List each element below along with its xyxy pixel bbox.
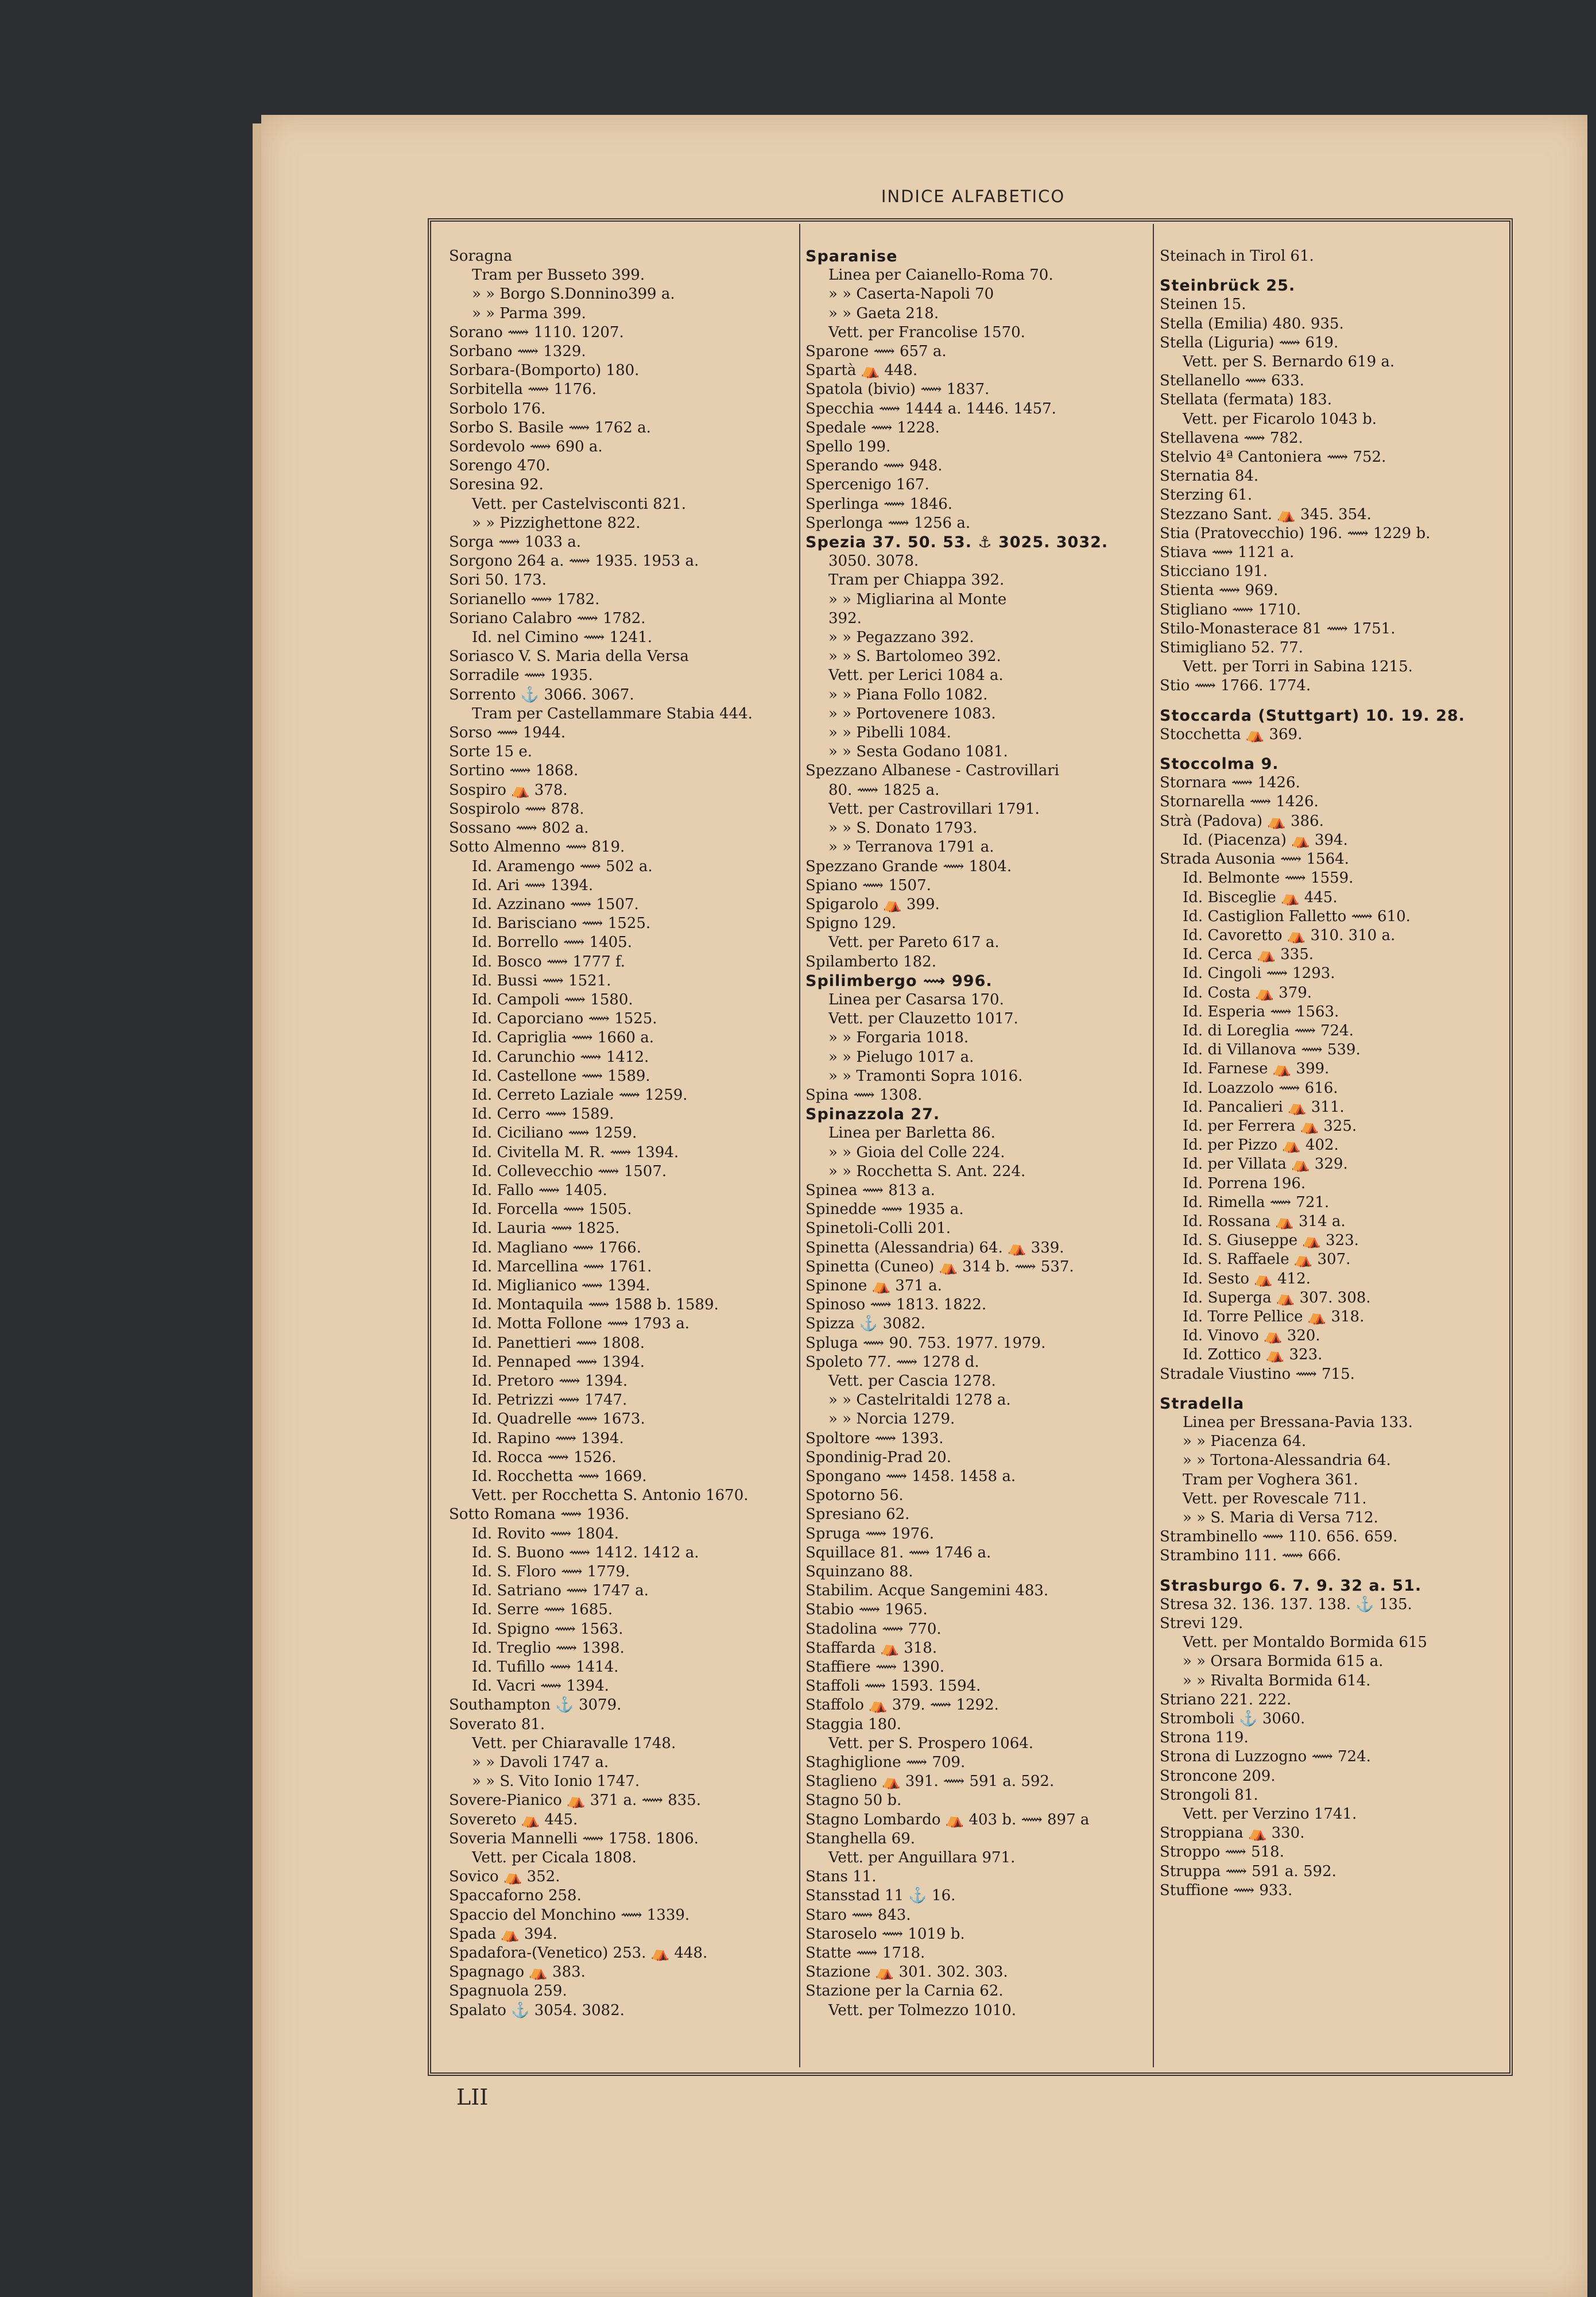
- index-entry: » » Tortona-Alessandria 64.: [1183, 1452, 1391, 1470]
- index-entry: » » Borgo S.Donnino399 a.: [472, 285, 675, 303]
- index-entry: Id. Ari ⟿ 1394.: [472, 876, 594, 894]
- index-entry: Sospiro ⛺ 378.: [449, 781, 568, 799]
- index-entry: Staghiglione ⟿ 709.: [805, 1754, 966, 1772]
- index-entry: Stoccolma 9.: [1160, 755, 1279, 774]
- page-title: INDICE ALFABETICO: [881, 187, 1066, 206]
- index-entry: Tram per Busseto 399.: [472, 266, 645, 284]
- index-entry: Linea per Barletta 86.: [828, 1124, 995, 1142]
- index-entry: » » Norcia 1279.: [828, 1410, 955, 1428]
- index-entry: Stagno Lombardo ⛺ 403 b. ⟿ 897 a: [805, 1811, 1090, 1828]
- index-entry: Spinetta (Cuneo) ⛺ 314 b. ⟿ 537.: [805, 1258, 1074, 1275]
- index-entry: Spinetoli-Colli 201.: [805, 1220, 951, 1238]
- index-entry: Struppa ⟿ 591 a. 592.: [1160, 1862, 1337, 1880]
- index-entry: Sovereto ⛺ 445.: [449, 1811, 578, 1828]
- index-entry: Id. Spigno ⟿ 1563.: [472, 1620, 623, 1638]
- index-entry: Stellavena ⟿ 782.: [1160, 429, 1303, 447]
- index-entry: Vett. per Cascia 1278.: [828, 1372, 996, 1390]
- index-entry: Spinone ⛺ 371 a.: [805, 1277, 942, 1294]
- index-entry: Id. Carunchio ⟿ 1412.: [472, 1048, 649, 1066]
- index-entry: Id. Rovito ⟿ 1804.: [472, 1525, 619, 1542]
- index-entry: » » S. Vito Ionio 1747.: [472, 1773, 640, 1791]
- index-entry: Id. Cerreto Laziale ⟿ 1259.: [472, 1086, 688, 1104]
- index-entry: Stilo-Monasterace 81 ⟿ 1751.: [1160, 620, 1396, 637]
- index-entry: Spaccaforno 258.: [449, 1887, 582, 1905]
- index-entry: Strambino 111. ⟿ 666.: [1160, 1547, 1342, 1565]
- index-entry: Spinetta (Alessandria) 64. ⛺ 339.: [805, 1239, 1064, 1256]
- index-entry: Southampton ⚓ 3079.: [449, 1696, 622, 1714]
- index-entry: Vett. per Tolmezzo 1010.: [828, 2001, 1017, 2019]
- index-entry: » » Piacenza 64.: [1183, 1433, 1307, 1451]
- index-entry: Linea per Casarsa 170.: [828, 991, 1004, 1008]
- index-entry: Sperlinga ⟿ 1846.: [805, 495, 953, 513]
- index-entry: Id. Petrizzi ⟿ 1747.: [472, 1391, 627, 1409]
- index-entry: Vett. per Cicala 1808.: [472, 1849, 637, 1867]
- index-entry: » » Gioia del Colle 224.: [828, 1143, 1005, 1161]
- index-entry: Id. Bisceglie ⛺ 445.: [1183, 888, 1338, 906]
- index-entry: Spiano ⟿ 1507.: [805, 876, 931, 894]
- index-entry: Staffiere ⟿ 1390.: [805, 1658, 944, 1676]
- page-number: LII: [456, 2085, 489, 2110]
- index-entry: Sorradile ⟿ 1935.: [449, 667, 593, 685]
- index-entry: Strongoli 81.: [1160, 1786, 1258, 1804]
- index-entry: Id. Bussi ⟿ 1521.: [472, 972, 611, 989]
- index-entry: Sordevolo ⟿ 690 a.: [449, 438, 603, 456]
- index-entry: Spondinig-Prad 20.: [805, 1448, 951, 1466]
- index-entry: Stazione per la Carnia 62.: [805, 1982, 1004, 2000]
- index-entry: » » Pibelli 1084.: [828, 724, 951, 742]
- index-entry: Stienta ⟿ 969.: [1160, 582, 1279, 600]
- index-entry: » » Pizzighettone 822.: [472, 514, 641, 532]
- index-entry: Id. Quadrelle ⟿ 1673.: [472, 1410, 645, 1428]
- index-entry: Spaccio del Monchino ⟿ 1339.: [449, 1906, 690, 1924]
- index-entry: Steinbrück 25.: [1160, 277, 1296, 295]
- index-entry: Id. di Villanova ⟿ 539.: [1183, 1041, 1361, 1059]
- index-entry: Tram per Chiappa 392.: [828, 571, 1005, 589]
- index-entry: Id. Miglianico ⟿ 1394.: [472, 1277, 650, 1294]
- index-entry: Id. per Pizzo ⛺ 402.: [1183, 1136, 1339, 1154]
- index-entry: Linea per Bressana-Pavia 133.: [1183, 1413, 1413, 1431]
- index-entry: Staglieno ⛺ 391. ⟿ 591 a. 592.: [805, 1773, 1055, 1791]
- index-entry: Spotorno 56.: [805, 1487, 904, 1505]
- index-entry: Stellanello ⟿ 633.: [1160, 372, 1304, 390]
- index-entry: Id. Rossana ⛺ 314 a.: [1183, 1212, 1346, 1230]
- index-entry: Vett. per Torri in Sabina 1215.: [1183, 658, 1413, 676]
- index-entry: Sorga ⟿ 1033 a.: [449, 533, 582, 551]
- index-entry: Id. Serre ⟿ 1685.: [472, 1601, 613, 1619]
- index-entry: Strona 119.: [1160, 1729, 1249, 1747]
- index-entry: Spadafora-(Venetico) 253. ⛺ 448.: [449, 1944, 708, 1962]
- index-entry: Sovico ⛺ 352.: [449, 1868, 560, 1886]
- index-entry: » » Rocchetta S. Ant. 224.: [828, 1162, 1026, 1180]
- index-entry: Sortino ⟿ 1868.: [449, 762, 579, 780]
- index-entry: Id. (Piacenza) ⛺ 394.: [1183, 831, 1348, 849]
- index-entry: Sori 50. 173.: [449, 571, 547, 589]
- index-entry: Sossano ⟿ 802 a.: [449, 819, 589, 837]
- index-entry: Soriasco V. S. Maria della Versa: [449, 648, 689, 666]
- index-entry: » » S. Maria di Versa 712.: [1183, 1509, 1378, 1526]
- index-entry: Sorbano ⟿ 1329.: [449, 343, 586, 361]
- index-entry: Id. S. Raffaele ⛺ 307.: [1183, 1251, 1351, 1269]
- index-entry: Strasburgo 6. 7. 9. 32 a. 51.: [1160, 1576, 1422, 1595]
- index-entry: Id. Satriano ⟿ 1747 a.: [472, 1582, 649, 1600]
- index-entry: Id. Rocca ⟿ 1526.: [472, 1448, 617, 1466]
- index-entry: Vett. per Castrovillari 1791.: [828, 800, 1040, 818]
- index-entry: Stresa 32. 136. 137. 138. ⚓ 135.: [1160, 1595, 1412, 1613]
- index-column-2: [805, 247, 1144, 2020]
- index-entry: Id. Aramengo ⟿ 502 a.: [472, 857, 653, 875]
- index-column-1: [449, 247, 788, 2020]
- index-entry: Id. Torre Pellice ⛺ 318.: [1183, 1308, 1365, 1325]
- index-entry: Id. Vacri ⟿ 1394.: [472, 1677, 609, 1695]
- index-entry: Spluga ⟿ 90. 753. 1977. 1979.: [805, 1334, 1046, 1352]
- index-entry: » » Piana Follo 1082.: [828, 686, 988, 703]
- index-entry: Spinazzola 27.: [805, 1105, 940, 1124]
- index-entry: » » Migliarina al Monte: [828, 590, 1007, 608]
- index-entry: Soriano Calabro ⟿ 1782.: [449, 609, 646, 627]
- index-entry: Sparone ⟿ 657 a.: [805, 343, 947, 361]
- index-entry: » » Rivalta Bormida 614.: [1183, 1672, 1371, 1689]
- index-entry: Stimigliano 52. 77.: [1160, 639, 1303, 657]
- index-entry: Spoleto 77. ⟿ 1278 d.: [805, 1353, 979, 1371]
- index-entry: Sperlonga ⟿ 1256 a.: [805, 514, 971, 532]
- index-entry: Sorte 15 e.: [449, 743, 532, 761]
- index-entry: Vett. per Francolise 1570.: [828, 323, 1025, 341]
- index-entry: Spinoso ⟿ 1813. 1822.: [805, 1296, 987, 1314]
- index-entry: Spatola (bivio) ⟿ 1837.: [805, 381, 990, 399]
- index-entry: Staroselo ⟿ 1019 b.: [805, 1925, 965, 1943]
- index-entry: Spilimbergo ⟿ 996.: [805, 972, 993, 990]
- index-entry: Soverato 81.: [449, 1715, 545, 1733]
- index-entry: Sotto Romana ⟿ 1936.: [449, 1506, 630, 1523]
- index-entry: » » Pegazzano 392.: [828, 629, 974, 647]
- index-entry: Id. S. Buono ⟿ 1412. 1412 a.: [472, 1544, 699, 1561]
- index-entry: Stroncone 209.: [1160, 1767, 1276, 1785]
- index-entry: Strona di Luzzogno ⟿ 724.: [1160, 1748, 1371, 1766]
- index-entry: Id. Collevecchio ⟿ 1507.: [472, 1162, 667, 1180]
- index-entry: Sorbo S. Basile ⟿ 1762 a.: [449, 419, 651, 436]
- index-entry: Stella (Emilia) 480. 935.: [1160, 315, 1344, 332]
- index-entry: Specchia ⟿ 1444 a. 1446. 1457.: [805, 400, 1056, 417]
- index-entry: Stiava ⟿ 1121 a.: [1160, 544, 1295, 562]
- index-entry: » » S. Bartolomeo 392.: [828, 648, 1001, 666]
- index-column-3: [1160, 247, 1498, 1900]
- index-entry: Id. Campoli ⟿ 1580.: [472, 991, 633, 1008]
- index-entry: Sorengo 470.: [449, 457, 551, 475]
- index-entry: Id. per Villata ⛺ 329.: [1183, 1155, 1348, 1173]
- index-entry: Stadolina ⟿ 770.: [805, 1620, 942, 1638]
- index-entry: Vett. per S. Bernardo 619 a.: [1183, 353, 1395, 371]
- index-entry: Stio ⟿ 1766. 1774.: [1160, 677, 1311, 695]
- index-entry: Id. Magliano ⟿ 1766.: [472, 1239, 641, 1256]
- index-entry: Spada ⛺ 394.: [449, 1925, 557, 1943]
- index-entry: Steinach in Tirol 61.: [1160, 248, 1314, 265]
- index-entry: Spongano ⟿ 1458. 1458 a.: [805, 1468, 1016, 1485]
- index-entry: » » Forgaria 1018.: [828, 1029, 969, 1047]
- index-entry: Spezzano Albanese - Castrovillari: [805, 762, 1059, 780]
- index-entry: Spoltore ⟿ 1393.: [805, 1429, 944, 1447]
- index-entry: Id. di Loreglia ⟿ 724.: [1183, 1022, 1354, 1039]
- index-entry: Sternatia 84.: [1160, 467, 1259, 485]
- index-entry: Spezzano Grande ⟿ 1804.: [805, 857, 1012, 875]
- index-entry: Staffoli ⟿ 1593. 1594.: [805, 1677, 981, 1695]
- index-entry: Id. Cingoli ⟿ 1293.: [1183, 965, 1335, 983]
- index-entry: Id. Castiglion Falletto ⟿ 610.: [1183, 907, 1411, 925]
- index-entry: » » Terranova 1791 a.: [828, 838, 994, 856]
- index-entry: Staffolo ⛺ 379. ⟿ 1292.: [805, 1696, 999, 1714]
- index-entry: Spagnago ⛺ 383.: [449, 1963, 586, 1981]
- index-entry: Spalato ⚓ 3054. 3082.: [449, 2001, 625, 2019]
- index-entry: Id. Rocchetta ⟿ 1669.: [472, 1468, 647, 1485]
- index-entry: Sterzing 61.: [1160, 486, 1253, 504]
- index-entry: Sotto Almenno ⟿ 819.: [449, 838, 625, 856]
- index-entry: Stabio ⟿ 1965.: [805, 1601, 928, 1619]
- index-entry: Id. Motta Follone ⟿ 1793 a.: [472, 1315, 690, 1333]
- index-entry: Id. Bosco ⟿ 1777 f.: [472, 953, 625, 970]
- index-entry: » » Parma 399.: [472, 304, 586, 322]
- index-entry: Stornarella ⟿ 1426.: [1160, 793, 1319, 811]
- index-entry: Id. Caporciano ⟿ 1525.: [472, 1010, 657, 1028]
- index-entry: Sorgono 264 a. ⟿ 1935. 1953 a.: [449, 552, 699, 570]
- index-entry: Spigarolo ⛺ 399.: [805, 895, 940, 913]
- index-entry: Stellata (fermata) 183.: [1160, 391, 1332, 409]
- index-entry: Spercenigo 167.: [805, 476, 929, 494]
- index-entry: Strambinello ⟿ 110. 656. 659.: [1160, 1528, 1398, 1546]
- index-entry: Id. Pretoro ⟿ 1394.: [472, 1372, 628, 1390]
- index-entry: Strada Ausonia ⟿ 1564.: [1160, 850, 1349, 868]
- index-entry: Id. Castellone ⟿ 1589.: [472, 1067, 650, 1085]
- index-entry: Id. Fallo ⟿ 1405.: [472, 1181, 607, 1199]
- index-entry: Stocchetta ⛺ 369.: [1160, 725, 1303, 743]
- index-entry: » » Caserta-Napoli 70: [828, 285, 994, 303]
- index-entry: Id. Barisciano ⟿ 1525.: [472, 915, 651, 933]
- index-entry: Spizza ⚓ 3082.: [805, 1315, 926, 1333]
- index-entry: Stoccarda (Stuttgart) 10. 19. 28.: [1160, 706, 1465, 725]
- index-entry: Id. Cavoretto ⛺ 310. 310 a.: [1183, 926, 1396, 944]
- index-entry: Spagnuola 259.: [449, 1982, 567, 2000]
- index-entry: Stella (Liguria) ⟿ 619.: [1160, 334, 1339, 351]
- index-entry: Sorbitella ⟿ 1176.: [449, 381, 597, 399]
- index-entry: Id. Forcella ⟿ 1505.: [472, 1201, 632, 1219]
- index-entry: Stagno 50 b.: [805, 1792, 902, 1809]
- index-entry: Stroppiana ⛺ 330.: [1160, 1824, 1305, 1842]
- index-entry: Vett. per Clauzetto 1017.: [828, 1010, 1018, 1028]
- index-entry: Id. Tufillo ⟿ 1414.: [472, 1658, 619, 1676]
- index-entry: » » Sesta Godano 1081.: [828, 743, 1008, 761]
- index-entry: Soragna: [449, 248, 513, 265]
- index-entry: Stroppo ⟿ 518.: [1160, 1843, 1284, 1861]
- index-entry: Id. S. Giuseppe ⛺ 323.: [1183, 1232, 1359, 1250]
- index-entry: Strevi 129.: [1160, 1615, 1244, 1633]
- index-entry: Spezia 37. 50. 53. ⚓ 3025. 3032.: [805, 533, 1109, 552]
- index-entry: 392.: [828, 609, 862, 627]
- index-entry: Vett. per Montaldo Bormida 615: [1183, 1634, 1427, 1652]
- index-entry: Squillace 81. ⟿ 1746 a.: [805, 1544, 991, 1561]
- index-entry: Stromboli ⚓ 3060.: [1160, 1710, 1306, 1728]
- index-entry: » » Davoli 1747 a.: [472, 1754, 609, 1772]
- index-entry: Stansstad 11 ⚓ 16.: [805, 1887, 956, 1905]
- index-entry: Id. Cerro ⟿ 1589.: [472, 1105, 614, 1123]
- index-entry: Sticciano 191.: [1160, 563, 1268, 581]
- index-entry: Spinea ⟿ 813 a.: [805, 1181, 935, 1199]
- index-entry: 80. ⟿ 1825 a.: [828, 781, 940, 799]
- index-entry: Id. Treglio ⟿ 1398.: [472, 1639, 625, 1657]
- index-entry: Id. Vinovo ⛺ 320.: [1183, 1327, 1320, 1345]
- column-divider: [799, 224, 800, 2067]
- index-entry: Spilamberto 182.: [805, 953, 936, 970]
- index-entry: Staffarda ⛺ 318.: [805, 1639, 938, 1657]
- index-entry: Id. Porrena 196.: [1183, 1174, 1306, 1192]
- index-entry: Vett. per Ficarolo 1043 b.: [1183, 410, 1377, 428]
- index-entry: » » Orsara Bormida 615 a.: [1183, 1653, 1384, 1670]
- index-entry: Staro ⟿ 843.: [805, 1906, 911, 1924]
- index-entry: Sorbara-(Bomporto) 180.: [449, 362, 640, 380]
- index-entry: Id. Capriglia ⟿ 1660 a.: [472, 1029, 654, 1047]
- index-entry: Vett. per Chiaravalle 1748.: [472, 1734, 676, 1752]
- index-entry: Stelvio 4ª Cantoniera ⟿ 752.: [1160, 448, 1386, 466]
- index-entry: Stuffione ⟿ 933.: [1160, 1881, 1293, 1899]
- column-divider: [1153, 224, 1154, 2067]
- index-entry: Vett. per S. Prospero 1064.: [828, 1734, 1034, 1752]
- index-entry: Id. Lauria ⟿ 1825.: [472, 1220, 620, 1238]
- index-entry: Id. Loazzolo ⟿ 616.: [1183, 1079, 1338, 1097]
- index-entry: Id. nel Cimino ⟿ 1241.: [472, 629, 652, 647]
- index-entry: Stans 11.: [805, 1868, 877, 1886]
- index-entry: Id. Borrello ⟿ 1405.: [472, 934, 632, 952]
- index-entry: Vett. per Lerici 1084 a.: [828, 667, 1004, 685]
- index-entry: Id. per Ferrera ⛺ 325.: [1183, 1117, 1357, 1135]
- index-entry: Steinen 15.: [1160, 296, 1246, 314]
- index-entry: Stezzano Sant. ⛺ 345. 354.: [1160, 505, 1372, 523]
- index-entry: Id. Azzinano ⟿ 1507.: [472, 895, 639, 913]
- index-entry: Sorrento ⚓ 3066. 3067.: [449, 686, 634, 703]
- index-entry: » » Tramonti Sopra 1016.: [828, 1067, 1023, 1085]
- index-entry: Vett. per Rocchetta S. Antonio 1670.: [472, 1487, 749, 1505]
- index-entry: Id. Belmonte ⟿ 1559.: [1183, 869, 1354, 887]
- index-entry: Sorianello ⟿ 1782.: [449, 590, 600, 608]
- index-entry: Id. Pancalieri ⛺ 311.: [1183, 1098, 1345, 1116]
- index-entry: Spresiano 62.: [805, 1506, 910, 1523]
- index-entry: Spruga ⟿ 1976.: [805, 1525, 935, 1542]
- index-entry: Stornara ⟿ 1426.: [1160, 774, 1300, 792]
- index-entry: Staggia 180.: [805, 1715, 902, 1733]
- index-entry: » » S. Donato 1793.: [828, 819, 978, 837]
- index-entry: Stradella: [1160, 1394, 1245, 1413]
- index-entry: Linea per Caianello-Roma 70.: [828, 266, 1053, 284]
- index-entry: Statte ⟿ 1718.: [805, 1944, 925, 1962]
- index-entry: Id. Farnese ⛺ 399.: [1183, 1060, 1330, 1078]
- index-entry: Spinedde ⟿ 1935 a.: [805, 1201, 964, 1219]
- index-entry: Stazione ⛺ 301. 302. 303.: [805, 1963, 1008, 1981]
- index-entry: Soresina 92.: [449, 476, 544, 494]
- index-entry: Id. Costa ⛺ 379.: [1183, 984, 1312, 1001]
- index-entry: Spello 199.: [805, 438, 891, 456]
- index-entry: Id. Pennaped ⟿ 1394.: [472, 1353, 645, 1371]
- index-entry: Vett. per Verzino 1741.: [1183, 1805, 1357, 1823]
- index-entry: Stia (Pratovecchio) 196. ⟿ 1229 b.: [1160, 524, 1431, 542]
- index-entry: Tram per Voghera 361.: [1183, 1471, 1358, 1488]
- index-entry: Id. Marcellina ⟿ 1761.: [472, 1258, 652, 1275]
- index-entry: Vett. per Anguillara 971.: [828, 1849, 1016, 1867]
- index-entry: Sparanise: [805, 248, 898, 265]
- index-entry: 3050. 3078.: [828, 552, 919, 570]
- index-entry: Id. Esperia ⟿ 1563.: [1183, 1003, 1339, 1020]
- index-entry: Spina ⟿ 1308.: [805, 1086, 923, 1104]
- index-entry: Spartà ⛺ 448.: [805, 362, 918, 380]
- index-entry: Sospirolo ⟿ 878.: [449, 800, 584, 818]
- index-entry: Id. Cerca ⛺ 335.: [1183, 946, 1314, 964]
- index-entry: Id. Rimella ⟿ 721.: [1183, 1193, 1330, 1211]
- index-entry: Spigno 129.: [805, 915, 896, 933]
- index-entry: Striano 221. 222.: [1160, 1691, 1292, 1708]
- index-entry: Spedale ⟿ 1228.: [805, 419, 940, 436]
- index-entry: Stanghella 69.: [805, 1830, 916, 1847]
- index-entry: Tram per Castellammare Stabia 444.: [472, 705, 753, 722]
- index-entry: Id. Panettieri ⟿ 1808.: [472, 1334, 645, 1352]
- index-entry: Id. Rapino ⟿ 1394.: [472, 1429, 624, 1447]
- index-entry: Vett. per Castelvisconti 821.: [472, 495, 687, 513]
- index-entry: Soveria Mannelli ⟿ 1758. 1806.: [449, 1830, 699, 1847]
- index-entry: Vett. per Rovescale 711.: [1183, 1490, 1367, 1507]
- index-entry: Strà (Padova) ⛺ 386.: [1160, 812, 1324, 830]
- index-entry: Id. Civitella M. R. ⟿ 1394.: [472, 1143, 679, 1161]
- index-entry: Id. Zottico ⛺ 323.: [1183, 1346, 1323, 1364]
- index-entry: Squinzano 88.: [805, 1563, 913, 1581]
- index-entry: » » Gaeta 218.: [828, 304, 939, 322]
- index-entry: » » Pielugo 1017 a.: [828, 1048, 974, 1066]
- index-entry: Id. Montaquila ⟿ 1588 b. 1589.: [472, 1296, 719, 1314]
- index-entry: Sorso ⟿ 1944.: [449, 724, 566, 742]
- index-entry: Sorano ⟿ 1110. 1207.: [449, 323, 624, 341]
- index-entry: Id. S. Floro ⟿ 1779.: [472, 1563, 630, 1581]
- index-entry: Id. Superga ⛺ 307. 308.: [1183, 1289, 1371, 1306]
- index-entry: Stradale Viustino ⟿ 715.: [1160, 1365, 1355, 1383]
- index-entry: » » Portovenere 1083.: [828, 705, 996, 722]
- index-entry: Stabilim. Acque Sangemini 483.: [805, 1582, 1049, 1600]
- index-entry: Id. Sesto ⛺ 412.: [1183, 1270, 1311, 1287]
- index-entry: Vett. per Pareto 617 a.: [828, 934, 1000, 952]
- index-entry: » » Castelritaldi 1278 a.: [828, 1391, 1011, 1409]
- index-entry: Stigliano ⟿ 1710.: [1160, 601, 1301, 618]
- index-entry: Sorbolo 176.: [449, 400, 546, 417]
- index-entry: Sovere-Pianico ⛺ 371 a. ⟿ 835.: [449, 1792, 701, 1809]
- index-entry: Id. Ciciliano ⟿ 1259.: [472, 1124, 637, 1142]
- index-entry: Sperando ⟿ 948.: [805, 457, 943, 475]
